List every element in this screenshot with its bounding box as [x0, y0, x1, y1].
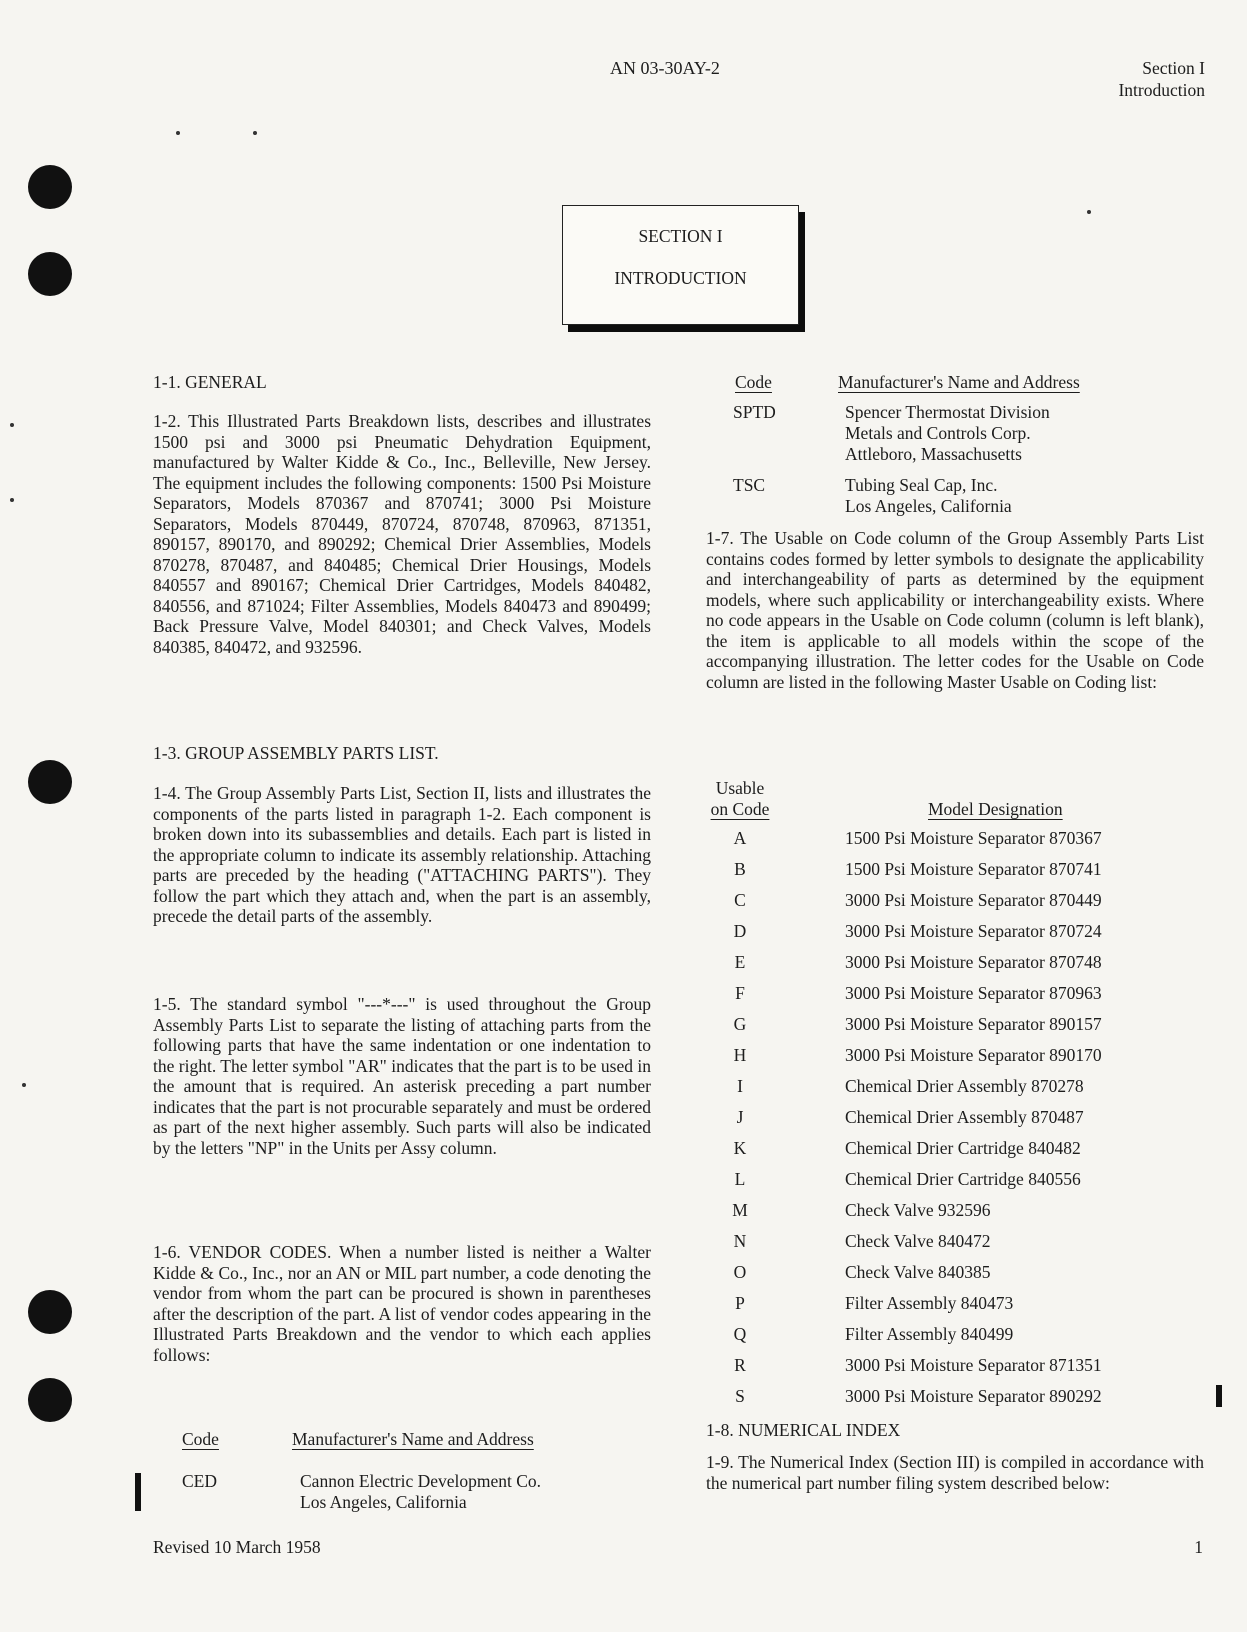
usable-code: I	[737, 1076, 743, 1096]
vendor-address: Attleboro, Massachusetts	[845, 444, 1022, 464]
usable-code: B	[734, 859, 746, 879]
usable-code: N	[733, 1231, 747, 1251]
model-designation: Filter Assembly 840473	[845, 1293, 1014, 1313]
usable-code-row	[690, 921, 1190, 945]
usable-code: Q	[733, 1324, 747, 1344]
usable-code-row	[690, 1355, 1190, 1379]
usable-code-row	[690, 1107, 1190, 1131]
usable-code-row	[690, 890, 1190, 914]
usable-code-row	[690, 1138, 1190, 1162]
vendor-name-header: Manufacturer's Name and Address	[838, 372, 1080, 392]
vendor-code: TSC	[733, 475, 766, 495]
usable-code: L	[734, 1169, 746, 1189]
vendor-name-header: Manufacturer's Name and Address	[292, 1429, 534, 1449]
vendor-address: Los Angeles, California	[845, 496, 1012, 516]
heading-1-8: 1-8. NUMERICAL INDEX	[706, 1420, 901, 1440]
revision-date: Revised 10 March 1958	[153, 1537, 321, 1557]
model-designation: 3000 Psi Moisture Separator 870724	[845, 921, 1102, 941]
paragraph-text: 1-6. VENDOR CODES. When a number listed is neither a Walter Kidde & Co., Inc., nor an AN or MIL part number, a code denoting the vendor from whom the part can be procured is shown in parentheses after the description of the part. A list of vendor codes appearing in the Illustrated Parts Breakdown and the vendor to which each applies follows:	[153, 1242, 651, 1365]
usable-code-row	[690, 1076, 1190, 1100]
usable-code-header-line2: on Code	[710, 799, 770, 819]
usable-code-row	[690, 859, 1190, 883]
paragraph-text: 1-5. The standard symbol "---*---" is used throughout the Group Assembly Parts List to separate the listing of attaching parts from the following parts that have the same indentation or one indentation to the right. The letter symbol "AR" indicates that the part is to be used in the amount that is required. An asterisk preceding a part number indicates that the part is not procurable separately and must be ordered as part of the next higher assembly. Such parts will also be indicated by the letters "NP" in the Units per Assy column.	[153, 994, 651, 1158]
binder-hole	[28, 252, 72, 296]
revision-bar	[1216, 1385, 1222, 1407]
paragraph-text: 1-4. The Group Assembly Parts List, Section II, lists and illustrates the components of the parts listed in paragraph 1-2. Each component is broken down into its subassemblies and details. Each part is listed in the appropriate column to indicate its assembly relationship. Attaching parts are preceded by the heading ("ATTACHING PARTS"). They follow the part which they attach and, when the part is an assembly, precede the detail parts of the assembly.	[153, 783, 651, 926]
page-number: 1	[1194, 1537, 1203, 1557]
vendor-code-header: Code	[735, 372, 772, 392]
model-designation: 1500 Psi Moisture Separator 870741	[845, 859, 1102, 879]
model-designation: 3000 Psi Moisture Separator 871351	[845, 1355, 1102, 1375]
model-designation: 3000 Psi Moisture Separator 890157	[845, 1014, 1102, 1034]
binder-hole	[28, 165, 72, 209]
vendor-address: Metals and Controls Corp.	[845, 423, 1031, 443]
usable-code: C	[734, 890, 746, 910]
usable-code: O	[733, 1262, 747, 1282]
usable-code: R	[734, 1355, 746, 1375]
speck	[10, 498, 14, 502]
model-designation: 3000 Psi Moisture Separator 870963	[845, 983, 1102, 1003]
paragraph-1-2	[153, 411, 651, 657]
paragraph-1-5	[153, 994, 651, 1158]
usable-code: J	[736, 1107, 744, 1127]
document-number: AN 03-30AY-2	[610, 58, 720, 78]
model-designation: 3000 Psi Moisture Separator 890170	[845, 1045, 1102, 1065]
revision-bar	[135, 1473, 141, 1511]
usable-code-row	[690, 1231, 1190, 1255]
header-section-title: Introduction	[1118, 80, 1205, 100]
model-designation: 1500 Psi Moisture Separator 870367	[845, 828, 1102, 848]
paragraph-1-6	[153, 1242, 651, 1365]
usable-code-row	[690, 1014, 1190, 1038]
binder-hole	[28, 1378, 72, 1422]
heading-1-3: 1-3. GROUP ASSEMBLY PARTS LIST.	[153, 743, 439, 763]
model-designation: Check Valve 932596	[845, 1200, 991, 1220]
speck	[10, 423, 14, 427]
vendor-code: CED	[182, 1471, 217, 1491]
paragraph-1-7	[706, 528, 1204, 692]
paragraph-1-4	[153, 783, 651, 927]
header-section: Section I	[1142, 58, 1205, 78]
model-designation: 3000 Psi Moisture Separator 870748	[845, 952, 1102, 972]
binder-hole	[28, 760, 72, 804]
model-designation-header: Model Designation	[928, 799, 1063, 819]
paragraph-text: 1-9. The Numerical Index (Section III) is compiled in accordance with the numerical part number filing system described below:	[706, 1452, 1204, 1493]
heading-1-1: 1-1. GENERAL	[153, 372, 267, 392]
usable-code-row	[690, 1293, 1190, 1317]
usable-code-row	[690, 952, 1190, 976]
model-designation: 3000 Psi Moisture Separator 890292	[845, 1386, 1102, 1406]
speck	[253, 131, 257, 135]
speck	[1087, 210, 1091, 214]
usable-code: D	[733, 921, 747, 941]
vendor-name: Cannon Electric Development Co.	[300, 1471, 542, 1491]
usable-code-row	[690, 1169, 1190, 1193]
binder-hole	[28, 1290, 72, 1334]
vendor-name: Tubing Seal Cap, Inc.	[845, 475, 998, 495]
usable-code-row	[690, 1200, 1190, 1224]
section-title-box	[562, 205, 799, 325]
usable-code: K	[733, 1138, 747, 1158]
usable-code: M	[732, 1200, 748, 1220]
usable-code: G	[733, 1014, 747, 1034]
usable-code-row	[690, 1324, 1190, 1348]
usable-code: P	[735, 1293, 745, 1313]
section-number: SECTION I	[638, 226, 723, 246]
vendor-name: Spencer Thermostat Division	[845, 402, 1050, 422]
usable-code-row	[690, 1386, 1190, 1410]
paragraph-1-9	[706, 1452, 1204, 1493]
model-designation: Chemical Drier Cartridge 840482	[845, 1138, 1081, 1158]
usable-code-row	[690, 1045, 1190, 1069]
model-designation: Chemical Drier Cartridge 840556	[845, 1169, 1081, 1189]
vendor-code-header: Code	[182, 1429, 219, 1449]
vendor-code: SPTD	[733, 402, 776, 422]
speck	[176, 131, 180, 135]
usable-code: E	[734, 952, 746, 972]
usable-code: S	[735, 1386, 745, 1406]
model-designation: Chemical Drier Assembly 870487	[845, 1107, 1084, 1127]
usable-code: A	[733, 828, 747, 848]
model-designation: Check Valve 840385	[845, 1262, 991, 1282]
paragraph-text: 1-7. The Usable on Code column of the Group Assembly Parts List contains codes formed by letter symbols to designate the applicability and interchangeability of parts as determined by the equipment models, where such applicability or interchangeability exists. Where no code appears in the Usable on Code column (column is left blank), the item is applicable to all models within the scope of the accompanying illustration. The letter codes for the Usable on Code column are listed in the following Master Usable on Coding list:	[706, 528, 1204, 692]
usable-code: F	[735, 983, 745, 1003]
usable-code-row	[690, 828, 1190, 852]
usable-code-row	[690, 983, 1190, 1007]
model-designation: Filter Assembly 840499	[845, 1324, 1014, 1344]
section-heading: INTRODUCTION	[614, 268, 747, 288]
usable-code: H	[733, 1045, 747, 1065]
model-designation: Chemical Drier Assembly 870278	[845, 1076, 1084, 1096]
usable-code-header-line1: Usable	[715, 778, 765, 798]
model-designation: 3000 Psi Moisture Separator 870449	[845, 890, 1102, 910]
usable-code-row	[690, 1262, 1190, 1286]
model-designation: Check Valve 840472	[845, 1231, 991, 1251]
vendor-address: Los Angeles, California	[300, 1492, 467, 1512]
speck	[22, 1083, 26, 1087]
paragraph-text: 1-2. This Illustrated Parts Breakdown lists, describes and illustrates 1500 psi and 3000 psi Pneumatic Dehydration Equipment, manufactured by Walter Kidde & Co., Inc., Belleville, New Jersey. The equipment includes the following components: 1500 Psi Moisture Separators, Models 870367 and 870741; 3000 Psi Moisture Separators, Models 870449, 870724, 870748, 870963, 871351, 890157, 890170, and 890292; Chemical Drier Assemblies, Models 870278, 870487, and 840485; Chemical Drier Housings, Models 840557 and 890167; Chemical Drier Cartridges, Models 840482, 840556, and 871024; Filter Assemblies, Models 840473 and 890499; Back Pressure Valve, Model 840301; and Check Valves, Models 840385, 840472, and 932596.	[153, 411, 651, 657]
